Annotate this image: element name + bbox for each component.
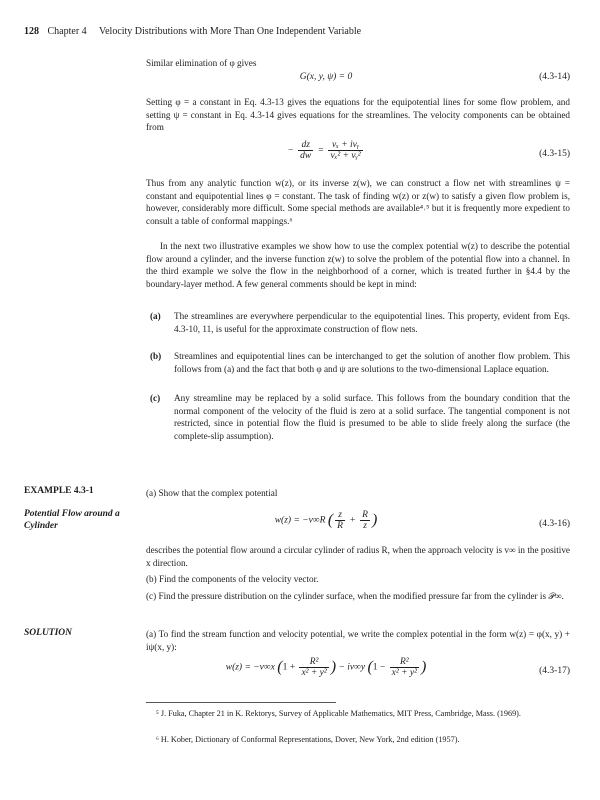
numerator: z: [335, 510, 345, 521]
footnote-5: ⁵ J. Fuka, Chapter 21 in K. Rektorys, Survey of Applicable Mathematics, MIT Press, Cambridge, Mass. (1969).: [156, 709, 521, 718]
denominator: vₓ² + vᵧ²: [330, 151, 361, 161]
intro-line: Similar elimination of φ gives: [146, 58, 257, 68]
running-header: [24, 26, 361, 37]
example-part-c: (c) Find the pressure distribution on the cylinder surface, when the modified pressure far from the cylinder is 𝒫∞.: [146, 591, 564, 601]
comment-label: (c): [150, 393, 161, 403]
paren-close: ): [371, 511, 378, 529]
solution-text: (a) To find the stream function and velocity potential, we write the complex potential in the form w(z) = φ(x, y) + iψ(x, y):: [146, 629, 570, 652]
numerator: vₓ + ivᵧ: [328, 140, 362, 151]
numerator: R²: [390, 657, 419, 668]
paren-close: ): [330, 658, 337, 676]
example-describes: describes the potential flow around a circular cylinder of radius R, when the approach velocity is v∞ in the positive x direction.: [146, 545, 570, 568]
comment-text: Any streamline may be replaced by a solid surface. This follows from the boundary condition that the normal component of the velocity of the fluid is zero at a solid surface. The tangential component is not restricted, since in potential flow the fluid is presumed to be able to slide freely along the surface (the complete-slip assumption).: [174, 393, 570, 441]
solution-label: SOLUTION: [24, 628, 73, 638]
chapter-label: Chapter 4: [47, 26, 87, 37]
fraction-z-over-r: [335, 510, 345, 531]
equation-middle: − iv∞y: [338, 662, 366, 673]
one-plus: 1 +: [282, 662, 296, 673]
denominator: z: [363, 521, 367, 531]
equation-number: (4.3-14): [539, 72, 570, 82]
fraction-r-over-z: [360, 510, 370, 531]
comment-a: [150, 310, 570, 335]
denominator: R: [337, 521, 343, 531]
equation-number: (4.3-15): [539, 149, 570, 159]
numerator: dz: [298, 140, 313, 151]
comment-label: (a): [150, 311, 161, 321]
paren-open: (: [327, 511, 334, 529]
comment-label: (b): [150, 351, 162, 361]
plus-sign: +: [349, 515, 356, 526]
example-label: EXAMPLE 4.3-1: [24, 486, 94, 496]
denominator: x² + y²: [301, 668, 327, 678]
chapter-title: Velocity Distributions with More Than One Independent Variable: [98, 26, 362, 37]
comment-b: [150, 350, 570, 375]
example-part-a: (a) Show that the complex potential: [146, 488, 278, 498]
comment-text: Streamlines and equipotential lines can be interchanged to get the solution of another flow problem. This follows from (a) and the fact that both φ and ψ are solutions to the two-dimensional Laplace equation.: [174, 351, 570, 374]
equation-expression: [146, 140, 506, 161]
fraction-dz-dw: [298, 140, 313, 161]
paragraph-next: In the next two illustrative examples we show how to use the complex potential w(z) to describe the potential flow around a cylinder, and the inverse function z(w) to solve the problem of the potential flow into a channel. In the third example we solve the flow in the neighborhood of a corner, which is treated further in §4.4 by the boundary-layer method. A few general comments should be kept in mind:: [146, 241, 570, 289]
paren-open-2: (: [367, 658, 373, 676]
equation-4-3-15: [146, 137, 570, 171]
one-minus: 1 −: [372, 662, 386, 673]
numerator: R: [362, 510, 368, 520]
equation-expression: [146, 657, 506, 678]
example-title: Potential Flow around a Cylinder: [24, 509, 120, 531]
comment-text: The streamlines are everywhere perpendicular to the equipotential lines. This property, evident from Eqs. 4.3-10, 11, is useful for the approximate construction of flow nets.: [174, 311, 570, 334]
equation-lhs: w(z) = −v∞x: [225, 662, 275, 673]
minus-sign: −: [287, 145, 294, 156]
numerator: R²: [299, 657, 328, 668]
denominator: dw: [300, 151, 312, 161]
equation-expression: G(x, y, ψ) = 0: [299, 72, 353, 82]
example-part-b: (b) Find the components of the velocity vector.: [146, 574, 319, 584]
equation-number: (4.3-17): [539, 666, 570, 676]
paren-close-2: ): [420, 658, 427, 676]
equation-4-3-14: [146, 68, 570, 88]
page-number: 128: [24, 26, 39, 37]
equation-lhs: w(z) = −v∞R: [274, 515, 326, 526]
equals-sign: =: [317, 145, 325, 156]
paren-open: (: [277, 658, 283, 676]
footnote-6: ⁶ H. Kober, Dictionary of Conformal Representations, Dover, New York, 2nd edition (1957).: [156, 735, 460, 744]
equation-number: (4.3-16): [539, 519, 570, 529]
denominator: x² + y²: [391, 668, 417, 678]
fraction-velocity: [328, 140, 362, 161]
fraction-r2-b: [390, 657, 419, 678]
equation-4-3-16: [146, 505, 570, 539]
paragraph-setting: Setting φ = a constant in Eq. 4.3-13 gives the equations for the equipotential lines for some flow problem, and setting ψ = constant in Eq. 4.3-14 gives equations for the streamlines. The velocity components can be obtained from: [146, 97, 570, 133]
fraction-r2: [299, 657, 328, 678]
equation-expression: [146, 510, 506, 531]
paragraph-thus: Thus from any analytic function w(z), or its inverse z(w), we can construct a flow net with streamlines ψ = constant and equipotential lines φ = constant. The task of finding w(z) or z(w) to satisfy a given flow problem is, however, considerably more difficult. Some special methods are available⁴˒⁵ but it is frequently more expedient to consult a table of conformal mappings.⁶: [146, 178, 570, 226]
comment-c: [150, 392, 570, 442]
equation-4-3-17: [146, 652, 570, 688]
footnote-rule: [146, 702, 336, 703]
